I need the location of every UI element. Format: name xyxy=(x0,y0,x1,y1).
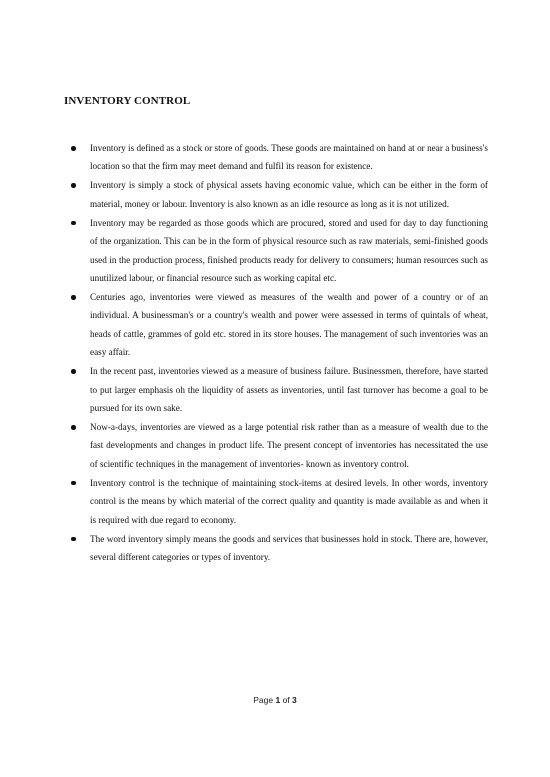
bullet-icon xyxy=(71,295,76,300)
bullet-icon xyxy=(71,481,76,486)
bullet-item xyxy=(64,530,488,567)
bullet-text: Inventory control is the technique of maintaining stock-items at desired levels. In other words, inventory control is the means by which material of the correct quality and quantity is made available as and when it is required with due regard to economy. xyxy=(90,477,488,525)
bullet-icon xyxy=(71,537,76,542)
bullet-icon xyxy=(71,221,76,226)
bullet-icon xyxy=(71,425,76,430)
page-footer xyxy=(0,695,550,705)
page-separator: of xyxy=(280,695,293,705)
bullet-icon xyxy=(71,183,76,188)
document-title: INVENTORY CONTROL xyxy=(64,95,191,107)
bullet-item xyxy=(64,139,488,176)
bullet-text: Inventory may be regarded as those goods which are procured, stored and used for day to day functioning of the organization. This can be in the form of physical resource such as raw materials, semi-finished goods used in the production process, finished products ready for delivery to consumers; human resources such as unutilized labour, or financial resource such as working capital etc. xyxy=(90,217,488,284)
current-page-number: 1 xyxy=(275,695,281,705)
bullet-item xyxy=(64,362,488,417)
bullet-text: The word inventory simply means the goods and services that businesses hold in stock. There are, however, several different categories or types of inventory. xyxy=(90,533,488,563)
bullet-item xyxy=(64,418,488,473)
bullet-text: Centuries ago, inventories were viewed as measures of the wealth and power of a country or of an individual. A businessman's or a country's wealth and power were assessed in terms of quintals of wheat, heads of cattle, grammes of gold etc. stored in its store houses. The management of such inventories was an easy affair. xyxy=(90,292,488,358)
bullet-item xyxy=(64,214,488,288)
bullet-item xyxy=(64,176,488,213)
page-label: Page xyxy=(253,695,276,705)
bullet-icon xyxy=(71,146,76,151)
bullet-list xyxy=(64,139,488,567)
total-page-number: 3 xyxy=(292,695,297,705)
bullet-text: Inventory is defined as a stock or store of goods. These goods are maintained on hand at or near a business's location so that the firm may meet demand and fulfil its reason for existence. xyxy=(90,143,488,172)
bullet-item xyxy=(64,474,488,529)
bullet-item xyxy=(64,288,488,362)
bullet-text: Now-a-days, inventories are viewed as a large potential risk rather than as a measure of wealth due to the fast developments and changes in product life. The present concept of inventories has necessitated the use of scientific techniques in the management of inventories- known as inventory control. xyxy=(90,422,488,469)
bullet-text: In the recent past, inventories viewed as a measure of business failure. Businessmen, therefore, have started to put larger emphasis oh the liquidity of assets as inventories, until fast turnover has become a goal to be pursued for its own sake. xyxy=(90,366,488,414)
bullet-text: Inventory is simply a stock of physical assets having economic value, which can be either in the form of material, money or labour. Inventory is also known as an idle resource as long as it is not utilized. xyxy=(90,180,488,209)
bullet-icon xyxy=(71,369,76,374)
